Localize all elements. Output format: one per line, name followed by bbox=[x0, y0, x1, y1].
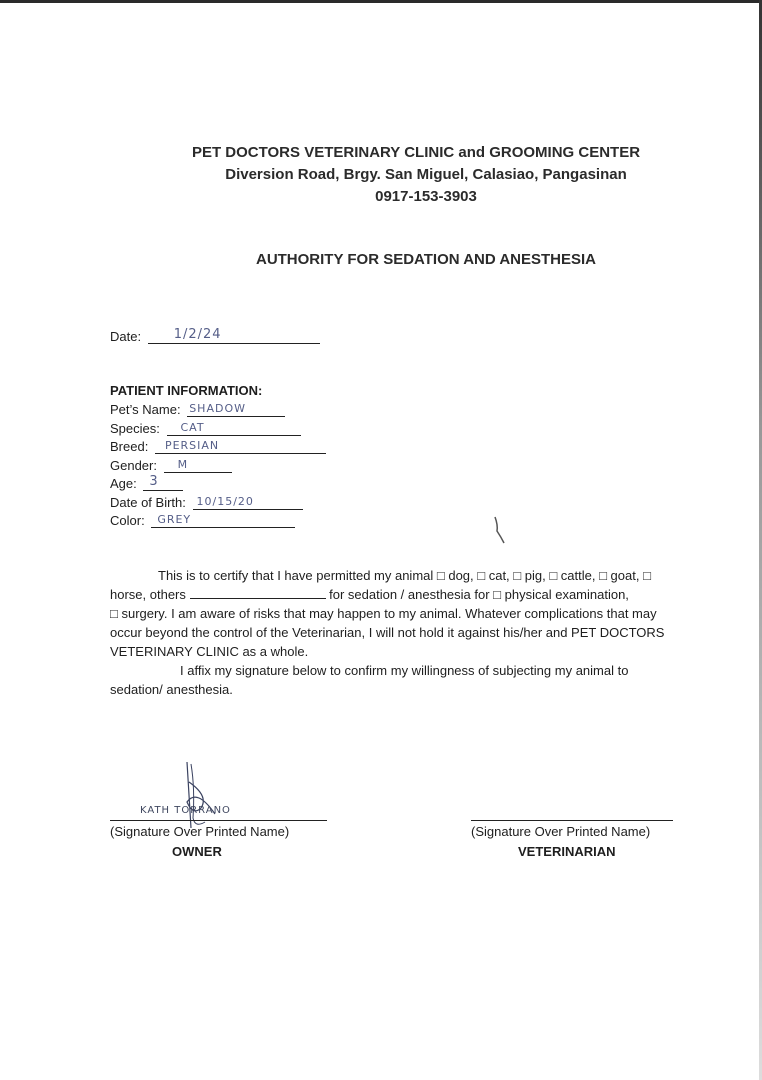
owner-role: OWNER bbox=[172, 844, 222, 859]
gender-blank[interactable] bbox=[164, 457, 232, 473]
owner-handwritten-name: KATH TORRANO bbox=[140, 805, 231, 816]
date-label: Date: bbox=[110, 329, 142, 344]
species-label: Species: bbox=[110, 421, 160, 436]
consent-line-6: I affix my signature below to confirm my willingness of subjecting my animal to bbox=[180, 663, 629, 678]
date-field bbox=[110, 328, 320, 344]
clinic-phone: 0917-153-3903 bbox=[375, 188, 477, 205]
scan-smudge bbox=[492, 515, 506, 545]
consent-line-7: sedation/ anesthesia. bbox=[110, 682, 233, 697]
clinic-address: Diversion Road, Brgy. San Miguel, Calasiao, Pangasinan bbox=[225, 166, 627, 183]
clinic-name: PET DOCTORS VETERINARY CLINIC and GROOMING CENTER bbox=[191, 144, 641, 161]
color-field bbox=[110, 512, 295, 528]
gender-label: Gender: bbox=[110, 458, 157, 473]
document-title: AUTHORITY FOR SEDATION AND ANESTHESIA bbox=[255, 251, 596, 268]
pet-name-blank[interactable] bbox=[187, 401, 285, 417]
date-of-birth-value: 10/15/20 bbox=[196, 495, 254, 508]
owner-signature-line[interactable] bbox=[110, 820, 327, 821]
species-field bbox=[110, 420, 301, 436]
consent-line-2-end: for sedation / anesthesia for □ physical examination, bbox=[329, 587, 629, 602]
consent-paragraph bbox=[110, 566, 700, 699]
breed-blank[interactable] bbox=[155, 438, 326, 454]
vet-role: VETERINARIAN bbox=[518, 844, 616, 859]
patient-info-heading: PATIENT INFORMATION: bbox=[110, 383, 263, 398]
breed-label: Breed: bbox=[110, 439, 149, 454]
age-label: Age: bbox=[110, 476, 137, 491]
others-blank[interactable] bbox=[190, 586, 326, 599]
pet-name-label: Pet’s Name: bbox=[110, 402, 181, 417]
breed-field bbox=[110, 438, 326, 454]
scan-edge-top bbox=[0, 0, 762, 3]
color-blank[interactable] bbox=[151, 512, 295, 528]
gender-value: M bbox=[177, 458, 189, 471]
consent-line-4: occur beyond the control of the Veterinarian, I will not hold it against his/her and PET DOCTORS bbox=[110, 625, 665, 640]
consent-line-2 bbox=[110, 585, 700, 604]
pet-name-field bbox=[110, 401, 285, 417]
vet-signature-line[interactable] bbox=[471, 820, 673, 821]
date-blank[interactable] bbox=[148, 328, 320, 344]
gender-field bbox=[110, 457, 232, 473]
date-of-birth-field bbox=[110, 494, 303, 510]
age-value: 3 bbox=[149, 474, 159, 489]
color-label: Color: bbox=[110, 513, 145, 528]
vet-signature-caption: (Signature Over Printed Name) bbox=[471, 824, 651, 839]
date-of-birth-blank[interactable] bbox=[193, 494, 303, 510]
consent-line-5: VETERINARY CLINIC as a whole. bbox=[110, 644, 309, 659]
breed-value: PERSIAN bbox=[164, 439, 220, 452]
owner-signature-caption: (Signature Over Printed Name) bbox=[110, 824, 290, 839]
consent-line-2-start: horse, others bbox=[110, 587, 186, 602]
color-value: GREY bbox=[157, 513, 192, 526]
date-of-birth-label: Date of Birth: bbox=[110, 495, 186, 510]
pet-name-value: SHADOW bbox=[189, 402, 246, 415]
species-value: CAT bbox=[180, 421, 205, 434]
age-field bbox=[110, 475, 183, 491]
age-blank[interactable] bbox=[143, 475, 183, 491]
consent-line-1: This is to certify that I have permitted my animal □ dog, □ cat, □ pig, □ cattle, □ goat, □ bbox=[158, 568, 651, 583]
date-value: 1/2/24 bbox=[173, 327, 222, 342]
consent-line-3: □ surgery. I am aware of risks that may happen to my animal. Whatever complications that may bbox=[110, 606, 657, 621]
species-blank[interactable] bbox=[167, 420, 301, 436]
